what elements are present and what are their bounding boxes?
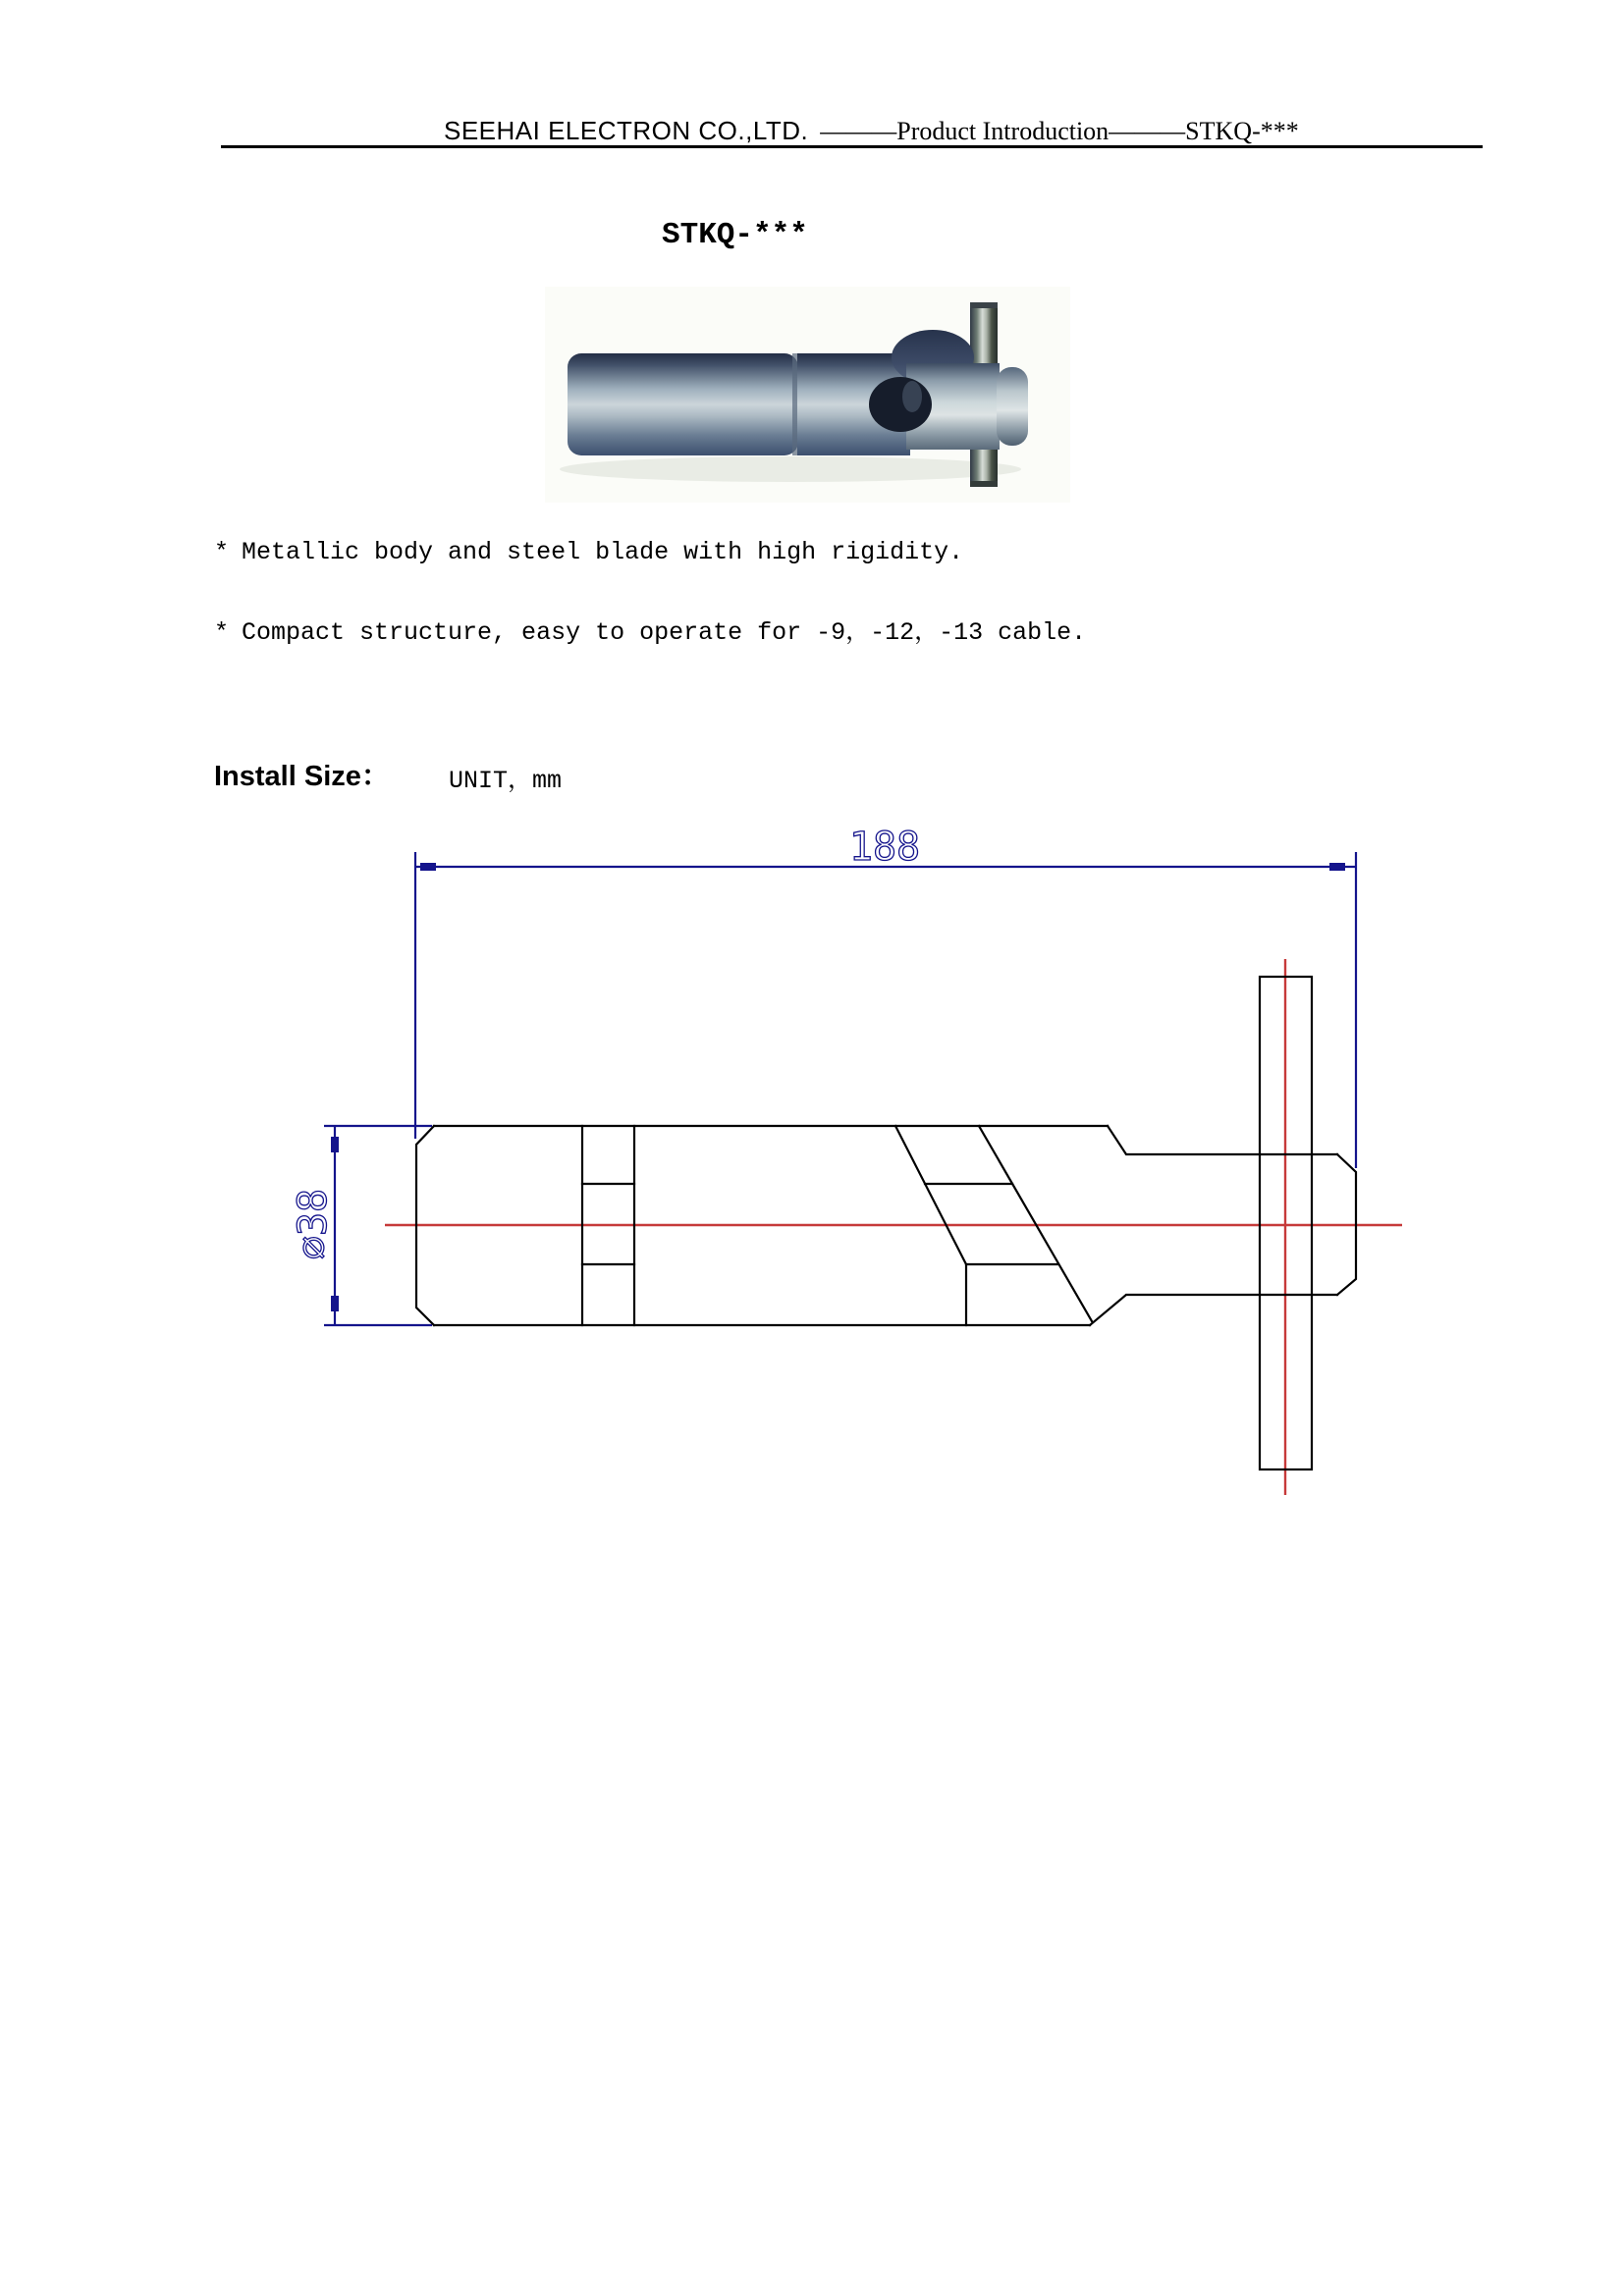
bullet-marker: *: [214, 538, 230, 566]
product-photo: [545, 287, 1070, 503]
company-name: SEEHAI ELECTRON CO.,LTD.: [444, 116, 809, 145]
unit-label: UNIT，mm: [449, 767, 563, 795]
dimension-188: [415, 825, 1356, 1168]
bullet-marker: *: [214, 618, 230, 647]
page-title: STKQ-***: [662, 218, 808, 252]
page-header: [444, 116, 1299, 146]
feature-bullet-1: [214, 538, 963, 566]
length-dimension-value: 188: [848, 825, 921, 870]
feature-text: Compact structure, easy to operate for -9，-12，-13 cable.: [242, 618, 1087, 647]
header-divider: [221, 145, 1483, 148]
feature-text: Metallic body and steel blade with high rigidity.: [242, 538, 964, 566]
photo-shadow: [560, 456, 1021, 482]
diameter-dimension-value: ∅38: [291, 1188, 336, 1260]
feature-bullet-2: [214, 612, 1086, 647]
photo-end-cap: [997, 367, 1028, 446]
doc-type-label: ———Product Introduction———STKQ-***: [820, 117, 1299, 145]
photo-pin-hole: [869, 377, 932, 432]
install-size-label: Install Size：: [214, 761, 390, 792]
centerlines: [385, 959, 1402, 1495]
tool-outline: [416, 977, 1356, 1469]
install-drawing: [0, 825, 1624, 1512]
